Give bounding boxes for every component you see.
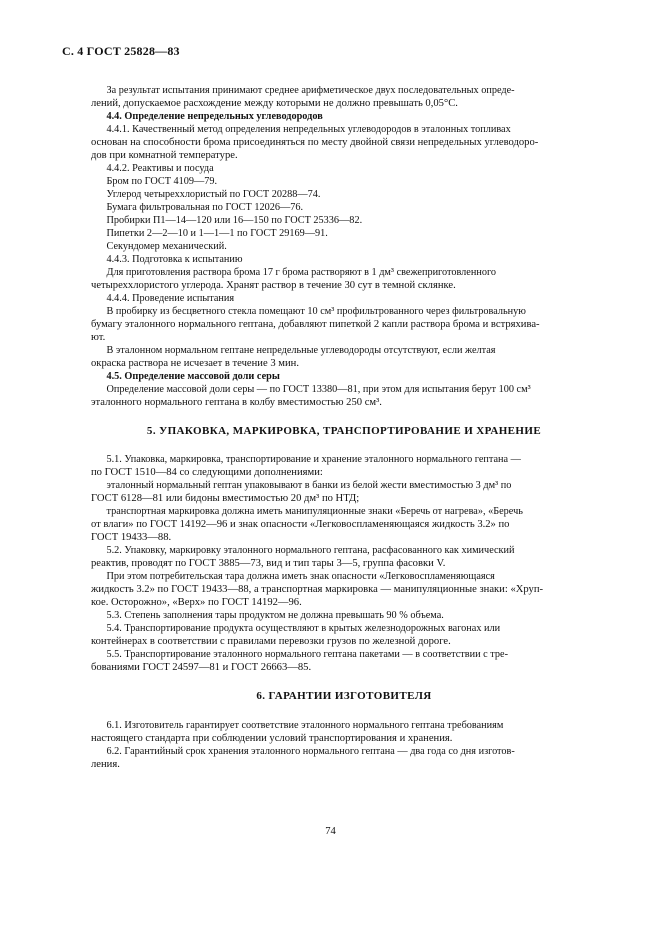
reagent-item: Пипетки 2—2—10 и 1—1—1 по ГОСТ 29169—91. xyxy=(106,228,328,239)
text-line: лений, допускаемое расхождение между которыми не должно превышать 0,05°С. xyxy=(91,98,458,109)
text-line: от влаги» по ГОСТ 14192—96 и знак опасности «Легковоспламеняющаяся жидкость 3.2» по xyxy=(91,519,510,530)
text-line: ГОСТ 19433—88. xyxy=(91,532,172,543)
subsection-title-4-4-2: 4.4.2. Реактивы и посуда xyxy=(106,163,214,174)
reagent-item: Секундомер механический. xyxy=(106,241,227,252)
reagent-item: Углерод четыреххлористый по ГОСТ 20288—74. xyxy=(106,189,321,200)
text-line: бумагу эталонного нормального гептана, добавляют пипеткой 2 капли раствора брома и встряхива- xyxy=(91,319,540,330)
text-line: ления. xyxy=(91,759,120,770)
text-line: 5.4. Транспортирование продукта осуществляют в крытых железнодорожных вагонах или xyxy=(106,623,501,634)
text-line: В эталонном нормальном гептане непредельные углеводороды отсутствуют, если желтая xyxy=(106,345,496,356)
running-head: С. 4 ГОСТ 25828—83 xyxy=(62,44,180,58)
section-5-body xyxy=(91,453,597,674)
page-number: 74 xyxy=(325,826,336,837)
text-line: по ГОСТ 1510—84 со следующими дополнениями: xyxy=(91,467,323,478)
text-line: 5.2. Упаковку, маркировку эталонного нормального гептана, расфасованного как химический xyxy=(106,545,515,556)
text-line: эталонный нормальный гептан упаковывают в банки из белой жести вместимостью 3 дм³ по xyxy=(106,480,512,491)
text-line: Для приготовления раствора брома 17 г брома растворяют в 1 дм³ свежеприготовленного xyxy=(106,267,497,278)
text-line: основан на способности брома присоединяться по месту двойной связи непредельных углеводоро- xyxy=(91,137,539,148)
text-line: 5.3. Степень заполнения тары продуктом не должна превышать 90 % объема. xyxy=(106,610,444,621)
text-line: контейнерах в соответствии с правилами перевозки грузов по железной дороге. xyxy=(91,636,451,647)
text-line: транспортная маркировка должна иметь манипуляционные знаки «Беречь от нагрева», «Беречь xyxy=(106,506,523,517)
text-line: 5.1. Упаковка, маркировка, транспортирование и хранение эталонного нормального гептана — xyxy=(106,454,521,465)
section-5-title: 5. УПАКОВКА, МАРКИРОВКА, ТРАНСПОРТИРОВАНИЕ И ХРАНЕНИЕ xyxy=(146,425,542,437)
text-line: четыреххлористого углерода. Хранят раствор в течение 30 сут в темной склянке. xyxy=(91,280,456,291)
text-line: ют. xyxy=(91,332,106,343)
text-line: настоящего стандарта при соблюдении условий транспортирования и хранения. xyxy=(91,733,453,744)
text-line: бованиями ГОСТ 24597—81 и ГОСТ 26663—85. xyxy=(91,662,312,673)
text-line: 6.2. Гарантийный срок хранения эталонного нормального гептана — два года со дня изготов- xyxy=(106,746,515,757)
text-line: эталонного нормального гептана в колбу вместимостью 250 см³. xyxy=(91,397,382,408)
text-line: 6.1. Изготовитель гарантирует соответствие эталонного нормального гептана требованиям xyxy=(106,720,504,731)
subsection-title-4-5: 4.5. Определение массовой доли серы xyxy=(106,371,280,382)
subsection-title-4-4-4: 4.4.4. Проведение испытания xyxy=(106,293,235,304)
section-6-body xyxy=(91,719,597,771)
text-line: При этом потребительская тара должна иметь знак опасности «Легковоспламеняющаяся xyxy=(106,571,495,582)
text-line: За результат испытания принимают среднее арифметическое двух последовательных опреде- xyxy=(106,85,515,96)
subsection-title-4-4: 4.4. Определение непредельных углеводородов xyxy=(106,111,323,122)
text-line: жидкость 3.2» по ГОСТ 19433—88, а транспортная маркировка — манипуляционные знаки: «Хруп- xyxy=(91,584,544,595)
section-4-continuation xyxy=(91,84,597,409)
text-line: дов при комнатной температуре. xyxy=(91,150,238,161)
text-line: реактив, проводят по ГОСТ 3885—73, вид и тип тары 3—5, группа фасовки V. xyxy=(91,558,446,569)
text-line: Определение массовой доли серы — по ГОСТ 13380—81, при этом для испытания берут 100 см³ xyxy=(106,384,531,395)
section-6-title: 6. ГАРАНТИИ ИЗГОТОВИТЕЛЯ xyxy=(256,690,432,702)
text-line: 5.5. Транспортирование эталонного нормального гептана пакетами — в соответствии с тре- xyxy=(106,649,508,660)
text-line: 4.4.1. Качественный метод определения непредельных углеводородов в эталонных топливах xyxy=(106,124,511,135)
text-line: окраска раствора не исчезает в течение 3 мин. xyxy=(91,358,299,369)
text-line: кое. Осторожно», «Верх» по ГОСТ 14192—96. xyxy=(91,597,302,608)
reagent-item: Бумага фильтровальная по ГОСТ 12026—76. xyxy=(106,202,304,213)
text-line: ГОСТ 6128—81 или бидоны вместимостью 20 дм³ по НТД; xyxy=(91,493,360,504)
reagent-item: Бром по ГОСТ 4109—79. xyxy=(106,176,218,187)
text-line: В пробирку из бесцветного стекла помещают 10 см³ профильтрованного через фильтровальную xyxy=(106,306,526,317)
reagent-item: Пробирки П1—14—120 или 16—150 по ГОСТ 25336—82. xyxy=(106,215,363,226)
subsection-title-4-4-3: 4.4.3. Подготовка к испытанию xyxy=(106,254,243,265)
